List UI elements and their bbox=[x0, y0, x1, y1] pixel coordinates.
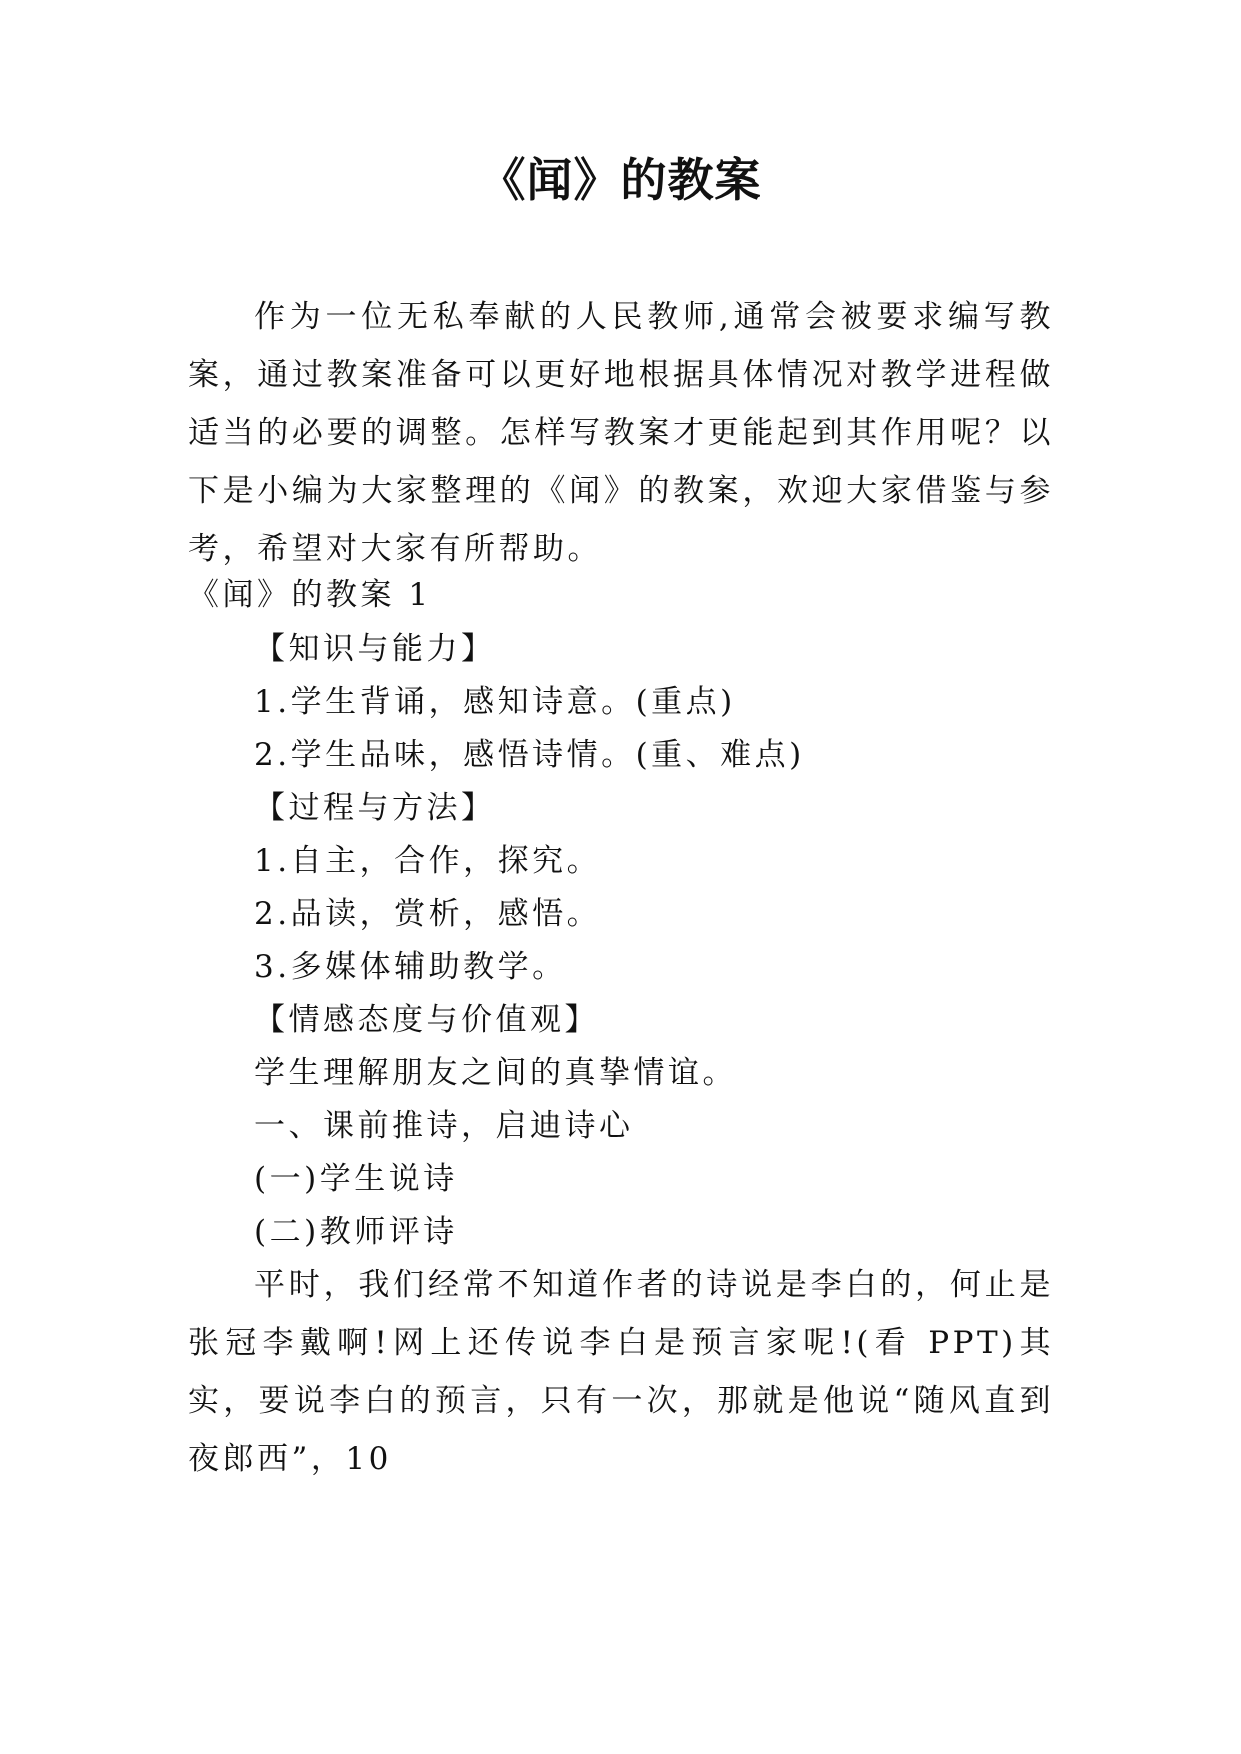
objective-item: 1.自主，合作，探究。 bbox=[254, 843, 602, 879]
lesson-step-heading: 一、课前推诗，启迪诗心 bbox=[254, 1108, 634, 1144]
lesson-substep: (二)教师评诗 bbox=[254, 1214, 458, 1250]
objective-item: 1.学生背诵，感知诗意。(重点) bbox=[254, 684, 736, 720]
lesson-substep: (一)学生说诗 bbox=[254, 1161, 458, 1197]
objective-item: 学生理解朋友之间的真挚情谊。 bbox=[254, 1055, 737, 1091]
section-heading: 《闻》的教案 1 bbox=[188, 577, 432, 613]
intro-paragraph: 作为一位无私奉献的人民教师,通常会被要求编写教案，通过教案准备可以更好地根据具体情况对教学进程做适当的必要的调整。怎样写教案才更能起到其作用呢？以下是小编为大家整理的《闻》的教案，欢迎大家借鉴与参考，希望对大家有所帮助。 bbox=[188, 299, 1054, 567]
objective-item: 3.多媒体辅助教学。 bbox=[254, 949, 567, 985]
document-title: 《闻》的教案 bbox=[479, 153, 762, 207]
objective-heading-process: 【过程与方法】 bbox=[254, 790, 496, 826]
body-paragraph: 平时，我们经常不知道作者的诗说是李白的，何止是张冠李戴啊!网上还传说李白是预言家呢!(看 PPT)其实，要说李白的预言，只有一次，那就是他说“随风直到夜郎西”，10 bbox=[188, 1267, 1054, 1477]
objective-heading-knowledge: 【知识与能力】 bbox=[254, 631, 496, 667]
objective-item: 2.品读，赏析，感悟。 bbox=[254, 896, 602, 932]
objective-item: 2.学生品味，感悟诗情。(重、难点) bbox=[254, 737, 805, 773]
objective-heading-emotion: 【情感态度与价值观】 bbox=[254, 1002, 599, 1038]
